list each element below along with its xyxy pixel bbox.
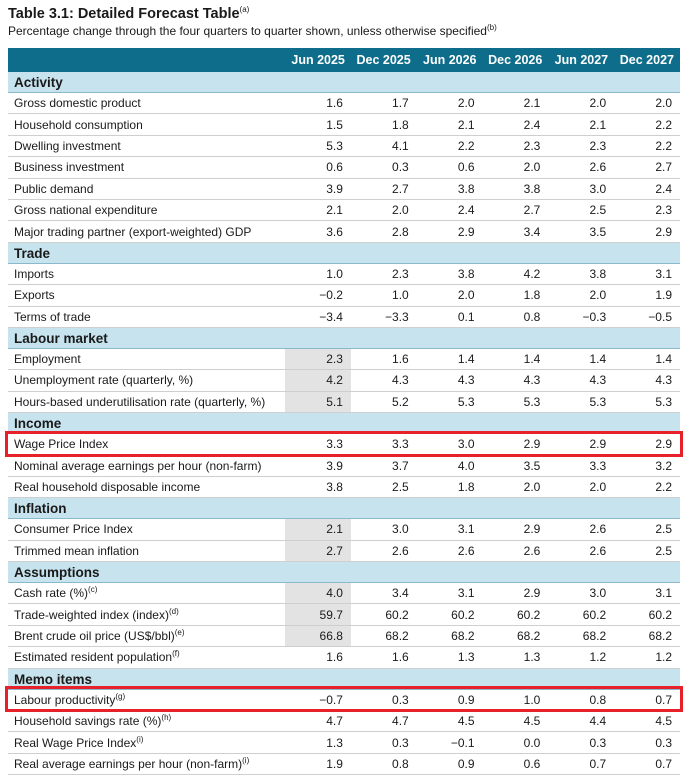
value-cell: 3.0: [417, 434, 483, 455]
value-cell: 0.6: [417, 157, 483, 178]
value-cell: 1.4: [417, 348, 483, 369]
value-cell: 2.4: [614, 178, 680, 199]
value-cell: 2.0: [548, 476, 614, 497]
value-cell: 4.1: [351, 135, 417, 156]
value-cell: 4.0: [417, 455, 483, 476]
value-cell: 4.3: [614, 370, 680, 391]
value-cell: 2.9: [614, 221, 680, 242]
value-cell: 2.3: [614, 199, 680, 220]
value-cell: 68.2: [483, 625, 549, 646]
value-cell: 3.8: [417, 263, 483, 284]
value-cell: 4.3: [483, 370, 549, 391]
value-cell: −3.4: [285, 306, 351, 327]
value-cell: 1.6: [351, 348, 417, 369]
value-cell: 2.7: [483, 199, 549, 220]
value-cell: −0.7: [285, 689, 351, 710]
value-cell: 2.9: [614, 434, 680, 455]
table-row: [8, 263, 680, 284]
row-label: Terms of trade: [8, 306, 285, 327]
value-cell: 3.3: [548, 455, 614, 476]
value-cell: 0.3: [351, 689, 417, 710]
row-label: Major trading partner (export-weighted) GDP: [8, 221, 285, 242]
value-cell: 1.9: [285, 753, 351, 774]
value-cell: 5.2: [351, 391, 417, 412]
value-cell: −3.3: [351, 306, 417, 327]
value-cell: 1.5: [285, 114, 351, 135]
value-cell: 2.5: [614, 540, 680, 561]
header-row: [8, 48, 680, 72]
value-cell: 2.1: [285, 519, 351, 540]
row-label: Business investment: [8, 157, 285, 178]
value-cell: 1.8: [351, 114, 417, 135]
row-label: Brent crude oil price (US$/bbl)$^{(e)}$: [8, 625, 285, 646]
value-cell: 2.2: [614, 135, 680, 156]
section-header-row: [8, 498, 680, 519]
table-row: [8, 199, 680, 220]
row-label: Consumer Price Index: [8, 519, 285, 540]
footnote-marker: (i): [242, 755, 250, 765]
value-cell: 0.9: [417, 753, 483, 774]
footnote-marker: (c): [88, 585, 98, 595]
column-header: Dec 2027: [614, 48, 680, 72]
value-cell: 5.1: [285, 391, 351, 412]
value-cell: 2.1: [548, 114, 614, 135]
value-cell: 1.0: [285, 263, 351, 284]
value-cell: 2.6: [351, 540, 417, 561]
value-cell: 4.7: [351, 710, 417, 731]
value-cell: 1.6: [285, 647, 351, 668]
table-row: [8, 306, 680, 327]
value-cell: 4.2: [285, 370, 351, 391]
section-header-row: [8, 668, 680, 689]
value-cell: 60.2: [548, 604, 614, 625]
footnote-marker: (i): [136, 734, 144, 744]
value-cell: 4.3: [417, 370, 483, 391]
value-cell: 4.2: [483, 263, 549, 284]
section-header-row: [8, 327, 680, 348]
value-cell: 2.0: [548, 93, 614, 114]
value-cell: 66.8: [285, 625, 351, 646]
value-cell: 3.0: [351, 519, 417, 540]
value-cell: 3.1: [417, 519, 483, 540]
value-cell: 0.1: [417, 306, 483, 327]
value-cell: −0.3: [548, 306, 614, 327]
value-cell: 3.1: [614, 583, 680, 604]
value-cell: 2.3: [285, 348, 351, 369]
value-cell: 1.3: [285, 732, 351, 753]
value-cell: 4.4: [548, 710, 614, 731]
value-cell: 4.5: [483, 710, 549, 731]
value-cell: 5.3: [614, 391, 680, 412]
value-cell: 4.5: [417, 710, 483, 731]
value-cell: 60.2: [483, 604, 549, 625]
value-cell: 2.0: [417, 285, 483, 306]
footnote-marker: (e): [174, 628, 185, 637]
value-cell: 0.8: [351, 753, 417, 774]
value-cell: 2.5: [548, 199, 614, 220]
table-row: [8, 540, 680, 561]
value-cell: 0.9: [417, 689, 483, 710]
value-cell: 3.5: [548, 221, 614, 242]
value-cell: 2.0: [483, 157, 549, 178]
value-cell: 0.3: [351, 157, 417, 178]
value-cell: 1.4: [483, 348, 549, 369]
value-cell: 0.0: [483, 732, 549, 753]
value-cell: 2.7: [351, 178, 417, 199]
value-cell: 0.7: [548, 753, 614, 774]
value-cell: 3.9: [285, 455, 351, 476]
value-cell: 3.3: [351, 434, 417, 455]
column-header: Jun 2026: [417, 48, 483, 72]
row-label: Trimmed mean inflation: [8, 540, 285, 561]
value-cell: 3.9: [285, 178, 351, 199]
value-cell: 3.6: [285, 221, 351, 242]
value-cell: 3.0: [548, 583, 614, 604]
row-label: Imports: [8, 263, 285, 284]
value-cell: 2.6: [483, 540, 549, 561]
value-cell: 2.9: [483, 583, 549, 604]
row-label: Employment: [8, 348, 285, 369]
table-row: [8, 285, 680, 306]
value-cell: 3.1: [417, 583, 483, 604]
column-header: Jun 2025: [285, 48, 351, 72]
value-cell: 3.3: [285, 434, 351, 455]
value-cell: 0.3: [614, 732, 680, 753]
value-cell: 2.6: [417, 540, 483, 561]
section-header-row: [8, 413, 680, 434]
value-cell: 3.0: [548, 178, 614, 199]
value-cell: 1.8: [483, 285, 549, 306]
value-cell: 60.2: [351, 604, 417, 625]
value-cell: 1.7: [351, 93, 417, 114]
value-cell: 2.9: [483, 519, 549, 540]
row-label: Dwelling investment: [8, 135, 285, 156]
column-header: Dec 2026: [483, 48, 549, 72]
row-label: Public demand: [8, 178, 285, 199]
footnote-marker: (f): [172, 649, 180, 659]
value-cell: 4.5: [614, 710, 680, 731]
value-cell: 3.2: [614, 455, 680, 476]
value-cell: 1.0: [351, 285, 417, 306]
value-cell: 2.6: [548, 540, 614, 561]
table-row: [8, 455, 680, 476]
row-label: Real average earnings per hour (non-farm)$^{(i)}$: [8, 753, 285, 774]
table-row: [8, 370, 680, 391]
column-header: Jun 2027: [548, 48, 614, 72]
value-cell: −0.2: [285, 285, 351, 306]
section-header-row: [8, 242, 680, 263]
table-row: [8, 178, 680, 199]
column-header: Dec 2025: [351, 48, 417, 72]
value-cell: 1.8: [417, 476, 483, 497]
value-cell: 68.2: [417, 625, 483, 646]
value-cell: 5.3: [417, 391, 483, 412]
row-label: Unemployment rate (quarterly, %): [8, 370, 285, 391]
value-cell: 1.6: [351, 647, 417, 668]
value-cell: 0.7: [614, 689, 680, 710]
table-row: [8, 434, 680, 455]
footnote-marker: (d): [168, 606, 179, 616]
row-label: Wage Price Index: [8, 434, 285, 455]
table-subtitle: Percentage change through the four quarters to quarter shown, unless otherwise specified$^{(b)}$: [8, 23, 497, 38]
section-title: Activity: [8, 72, 680, 93]
value-cell: 2.6: [548, 157, 614, 178]
value-cell: 5.3: [285, 135, 351, 156]
value-cell: 2.0: [417, 93, 483, 114]
value-cell: 2.0: [483, 476, 549, 497]
value-cell: 3.4: [351, 583, 417, 604]
value-cell: 0.6: [285, 157, 351, 178]
value-cell: 2.1: [483, 93, 549, 114]
forecast-table: [8, 48, 680, 775]
table-row: [8, 93, 680, 114]
subtitle-footnote-marker: (b): [486, 23, 497, 32]
section-header-row: [8, 72, 680, 93]
section-title: Labour market: [8, 327, 680, 348]
value-cell: 2.2: [417, 135, 483, 156]
value-cell: 2.2: [614, 476, 680, 497]
value-cell: 0.3: [548, 732, 614, 753]
value-cell: 3.8: [417, 178, 483, 199]
section-title: Assumptions: [8, 562, 680, 583]
row-label: Gross domestic product: [8, 93, 285, 114]
value-cell: 2.5: [614, 519, 680, 540]
value-cell: 4.3: [351, 370, 417, 391]
row-label: Real household disposable income: [8, 476, 285, 497]
row-label: Gross national expenditure: [8, 199, 285, 220]
table-row: [8, 710, 680, 731]
value-cell: 0.6: [483, 753, 549, 774]
value-cell: 2.2: [614, 114, 680, 135]
value-cell: 2.4: [483, 114, 549, 135]
row-label: Real Wage Price Index$^{(i)}$: [8, 732, 285, 753]
section-title: Memo items: [8, 668, 680, 689]
value-cell: 4.0: [285, 583, 351, 604]
row-label: Trade-weighted index (index)$^{(d)}$: [8, 604, 285, 625]
table-row: [8, 114, 680, 135]
value-cell: 2.0: [351, 199, 417, 220]
section-header-row: [8, 562, 680, 583]
value-cell: 60.2: [417, 604, 483, 625]
value-cell: 1.3: [483, 647, 549, 668]
value-cell: 2.3: [483, 135, 549, 156]
value-cell: 2.5: [351, 476, 417, 497]
value-cell: 2.8: [351, 221, 417, 242]
table-row: [8, 348, 680, 369]
value-cell: 2.6: [548, 519, 614, 540]
value-cell: 2.9: [417, 221, 483, 242]
table-row: [8, 625, 680, 646]
value-cell: 0.7: [614, 753, 680, 774]
header-blank-cell: [8, 48, 285, 72]
value-cell: 3.5: [483, 455, 549, 476]
row-label: Household savings rate (%)$^{(h)}$: [8, 710, 285, 731]
value-cell: 3.4: [483, 221, 549, 242]
footnote-marker: (g): [115, 691, 126, 701]
value-cell: 2.0: [614, 93, 680, 114]
value-cell: 1.4: [548, 348, 614, 369]
value-cell: 1.2: [614, 647, 680, 668]
value-cell: 5.3: [483, 391, 549, 412]
table-title: Table 3.1: Detailed Forecast Table$^{(a)}$: [8, 5, 250, 22]
value-cell: 2.4: [417, 199, 483, 220]
value-cell: 2.9: [483, 434, 549, 455]
title-footnote-marker: (a): [239, 5, 250, 15]
value-cell: 2.3: [548, 135, 614, 156]
row-label: Household consumption: [8, 114, 285, 135]
section-title: Inflation: [8, 498, 680, 519]
value-cell: 2.1: [417, 114, 483, 135]
section-title: Trade: [8, 242, 680, 263]
value-cell: −0.5: [614, 306, 680, 327]
table-row: [8, 732, 680, 753]
value-cell: 3.8: [548, 263, 614, 284]
row-label: Labour productivity$^{(g)}$: [8, 689, 285, 710]
value-cell: 2.7: [285, 540, 351, 561]
value-cell: 2.7: [614, 157, 680, 178]
table-row: [8, 519, 680, 540]
value-cell: 2.3: [351, 263, 417, 284]
value-cell: 3.1: [614, 263, 680, 284]
section-title: Income: [8, 413, 680, 434]
table-row: [8, 221, 680, 242]
table-row: [8, 391, 680, 412]
value-cell: 1.0: [483, 689, 549, 710]
row-label: Nominal average earnings per hour (non-farm): [8, 455, 285, 476]
value-cell: 1.4: [614, 348, 680, 369]
value-cell: 3.7: [351, 455, 417, 476]
value-cell: −0.1: [417, 732, 483, 753]
value-cell: 68.2: [614, 625, 680, 646]
value-cell: 1.6: [285, 93, 351, 114]
row-label: Exports: [8, 285, 285, 306]
value-cell: 0.3: [351, 732, 417, 753]
table-row: [8, 157, 680, 178]
value-cell: 59.7: [285, 604, 351, 625]
row-label: Hours-based underutilisation rate (quarterly, %): [8, 391, 285, 412]
value-cell: 68.2: [351, 625, 417, 646]
table-row: [8, 689, 680, 710]
value-cell: 60.2: [614, 604, 680, 625]
value-cell: 2.1: [285, 199, 351, 220]
value-cell: 1.2: [548, 647, 614, 668]
value-cell: 1.9: [614, 285, 680, 306]
table-row: [8, 604, 680, 625]
row-label: Estimated resident population$^{(f)}$: [8, 647, 285, 668]
value-cell: 2.0: [548, 285, 614, 306]
value-cell: 3.8: [483, 178, 549, 199]
value-cell: 3.8: [285, 476, 351, 497]
value-cell: 2.9: [548, 434, 614, 455]
value-cell: 68.2: [548, 625, 614, 646]
table-row: [8, 583, 680, 604]
value-cell: 0.8: [483, 306, 549, 327]
table-row: [8, 135, 680, 156]
value-cell: 4.3: [548, 370, 614, 391]
row-label: Cash rate (%)$^{(c)}$: [8, 583, 285, 604]
value-cell: 4.7: [285, 710, 351, 731]
table-row: [8, 753, 680, 774]
footnote-marker: (h): [161, 713, 172, 723]
table-row: [8, 647, 680, 668]
table-row: [8, 476, 680, 497]
value-cell: 0.8: [548, 689, 614, 710]
value-cell: 5.3: [548, 391, 614, 412]
value-cell: 1.3: [417, 647, 483, 668]
